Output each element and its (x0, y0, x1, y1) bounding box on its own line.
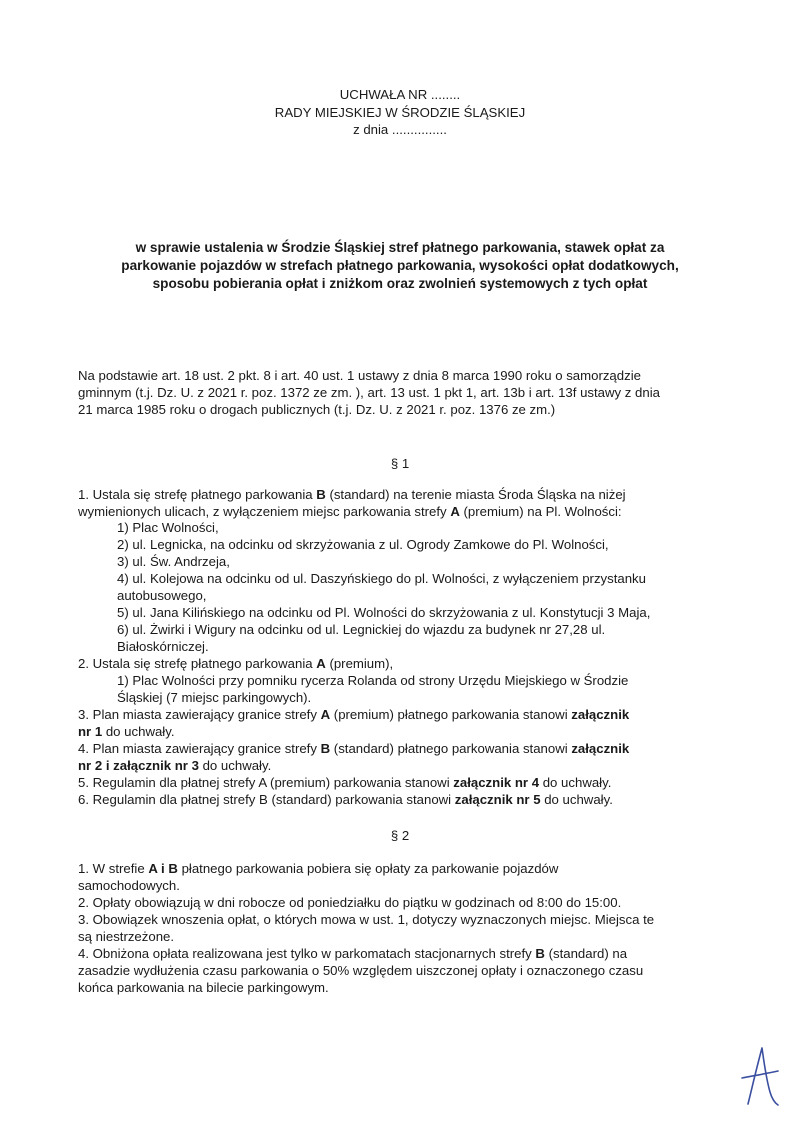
s2-paragraph-1 (78, 861, 558, 877)
text-run: 4. Obniżona opłata realizowana jest tylko w parkomatach stacjonarnych strefy (78, 946, 536, 961)
s1-paragraph-2 (78, 656, 393, 672)
text-run: do uchwały. (539, 775, 612, 790)
section-heading-1: § 1 (390, 456, 410, 471)
s2-paragraph-3-cont: są niestrzeżone. (78, 929, 175, 944)
text-run: 6. Regulamin dla płatnej strefy B (standard) parkowania stanowi (78, 792, 455, 807)
zone-a-item-cont: Śląskiej (7 miejsc parkingowych). (117, 690, 312, 705)
text-run: (standard) na terenie miasta Środa Śląska na niżej (325, 487, 626, 502)
s2-paragraph-2: 2. Opłaty obowiązują w dni robocze od poniedziałku do piątku w godzinach od 8:00 do 15:00. (78, 895, 622, 910)
s2-paragraph-3: 3. Obowiązek wnoszenia opłat, o których mowa w ust. 1, dotyczy wyznaczonych miejsc. Miejsca te (78, 912, 655, 927)
street-item: 3) ul. Św. Andrzeja, (117, 554, 230, 569)
preamble-line: gminnym (t.j. Dz. U. z 2021 r. poz. 1372 ze zm. ), art. 13 ust. 1 pkt 1, art. 13b i art. 13f ustawy z dnia (78, 385, 660, 400)
s2-paragraph-4-cont: zasadzie wydłużenia czasu parkowania o 50% względem uiszczonej opłaty i oznaczonego czasu (78, 963, 644, 978)
s2-paragraph-4-cont: końca parkowania na bilecie parkingowym. (78, 980, 329, 995)
street-item: 4) ul. Kolejowa na odcinku od ul. Daszyńskiego do pl. Wolności, z wyłączeniem przystanku (117, 571, 646, 586)
zone-a-label: A (320, 707, 331, 722)
attachment-ref: nr 1 (78, 724, 103, 739)
text-run: (premium) płatnego parkowania stanowi (330, 707, 572, 722)
attachment-ref: załącznik (571, 741, 630, 756)
street-item: 2) ul. Legnicka, na odcinku od skrzyżowania z ul. Ogrody Zamkowe do Pl. Wolności, (117, 537, 609, 552)
text-run: do uchwały. (540, 792, 613, 807)
signature-initial-mark (738, 1044, 782, 1108)
text-run: 5. Regulamin dla płatnej strefy A (premium) parkowania stanowi (78, 775, 454, 790)
text-run: (premium) na Pl. Wolności: (459, 504, 622, 519)
zone-b-label: B (320, 741, 331, 756)
text-run: 1. W strefie (78, 861, 149, 876)
s1-paragraph-1 (78, 487, 626, 503)
zone-a-label: A (316, 656, 326, 671)
street-item: 1) Plac Wolności, (117, 520, 219, 535)
preamble-line: Na podstawie art. 18 ust. 2 pkt. 8 i art. 40 ust. 1 ustawy z dnia 8 marca 1990 roku o samorządzie (78, 368, 641, 383)
text-run: płatnego parkowania pobiera się opłaty za parkowanie pojazdów (177, 861, 559, 876)
s2-paragraph-1-cont: samochodowych. (78, 878, 180, 893)
zone-ab-label: A i B (148, 861, 178, 876)
attachment-ref: nr 2 i załącznik nr 3 (78, 758, 199, 773)
text-run: 3. Plan miasta zawierający granice strefy (78, 707, 321, 722)
signature-stroke (742, 1048, 778, 1105)
street-item: 5) ul. Jana Kilińskiego na odcinku od Pl. Wolności do skrzyżowania z ul. Konstytucji 3 Maja, (117, 605, 651, 620)
text-run: do uchwały. (102, 724, 175, 739)
street-item: 6) ul. Żwirki i Wigury na odcinku od ul. Legnickiej do wjazdu za budynek nr 27,28 ul. (117, 622, 606, 637)
s1-paragraph-1-cont (78, 504, 622, 520)
text-run: 4. Plan miasta zawierający granice strefy (78, 741, 321, 756)
street-item-cont: Białoskórniczej. (117, 639, 209, 654)
text-run: do uchwały. (198, 758, 272, 773)
street-item-cont: autobusowego, (117, 588, 207, 603)
s1-paragraph-3 (78, 707, 629, 723)
attachment-ref: załącznik nr 5 (454, 792, 541, 807)
preamble-line: 21 marca 1985 roku o drogach publicznych (t.j. Dz. U. z 2021 r. poz. 1376 ze zm.) (78, 402, 556, 417)
zone-b-label: B (316, 487, 326, 502)
title-line: parkowanie pojazdów w strefach płatnego parkowania, wysokości opłat dodatkowych, (121, 258, 679, 273)
s1-paragraph-4-cont (78, 758, 271, 774)
s1-paragraph-3-cont (78, 724, 175, 740)
text-run: 2. Ustala się strefę płatnego parkowania (78, 656, 317, 671)
resolution-date: z dnia ............... (353, 122, 447, 137)
s1-paragraph-4 (78, 741, 629, 757)
zone-b-label: B (535, 946, 545, 961)
text-run: (premium), (325, 656, 394, 671)
title-line: sposobu pobierania opłat i zniżkom oraz zwolnień systemowych z tych opłat (152, 276, 648, 291)
title-line: w sprawie ustalenia w Środzie Śląskiej stref płatnego parkowania, stawek opłat za (135, 240, 665, 255)
attachment-ref: załącznik nr 4 (453, 775, 540, 790)
text-run: 1. Ustala się strefę płatnego parkowania (78, 487, 317, 502)
s1-paragraph-6 (78, 792, 613, 808)
text-run: wymienionych ulicach, z wyłączeniem miejsc parkowania strefy (78, 504, 451, 519)
s2-paragraph-4 (78, 946, 627, 962)
zone-a-label: A (450, 504, 460, 519)
zone-a-item: 1) Plac Wolności przy pomniku rycerza Rolanda od strony Urzędu Miejskiego w Środzie (117, 673, 629, 688)
text-run: (standard) na (544, 946, 628, 961)
attachment-ref: załącznik (571, 707, 630, 722)
s1-paragraph-5 (78, 775, 611, 791)
council-name: RADY MIEJSKIEJ W ŚRODZIE ŚLĄSKIEJ (274, 105, 526, 120)
section-heading-2: § 2 (390, 828, 410, 843)
text-run: (standard) płatnego parkowania stanowi (330, 741, 572, 756)
resolution-number: UCHWAŁA NR ........ (339, 87, 461, 102)
